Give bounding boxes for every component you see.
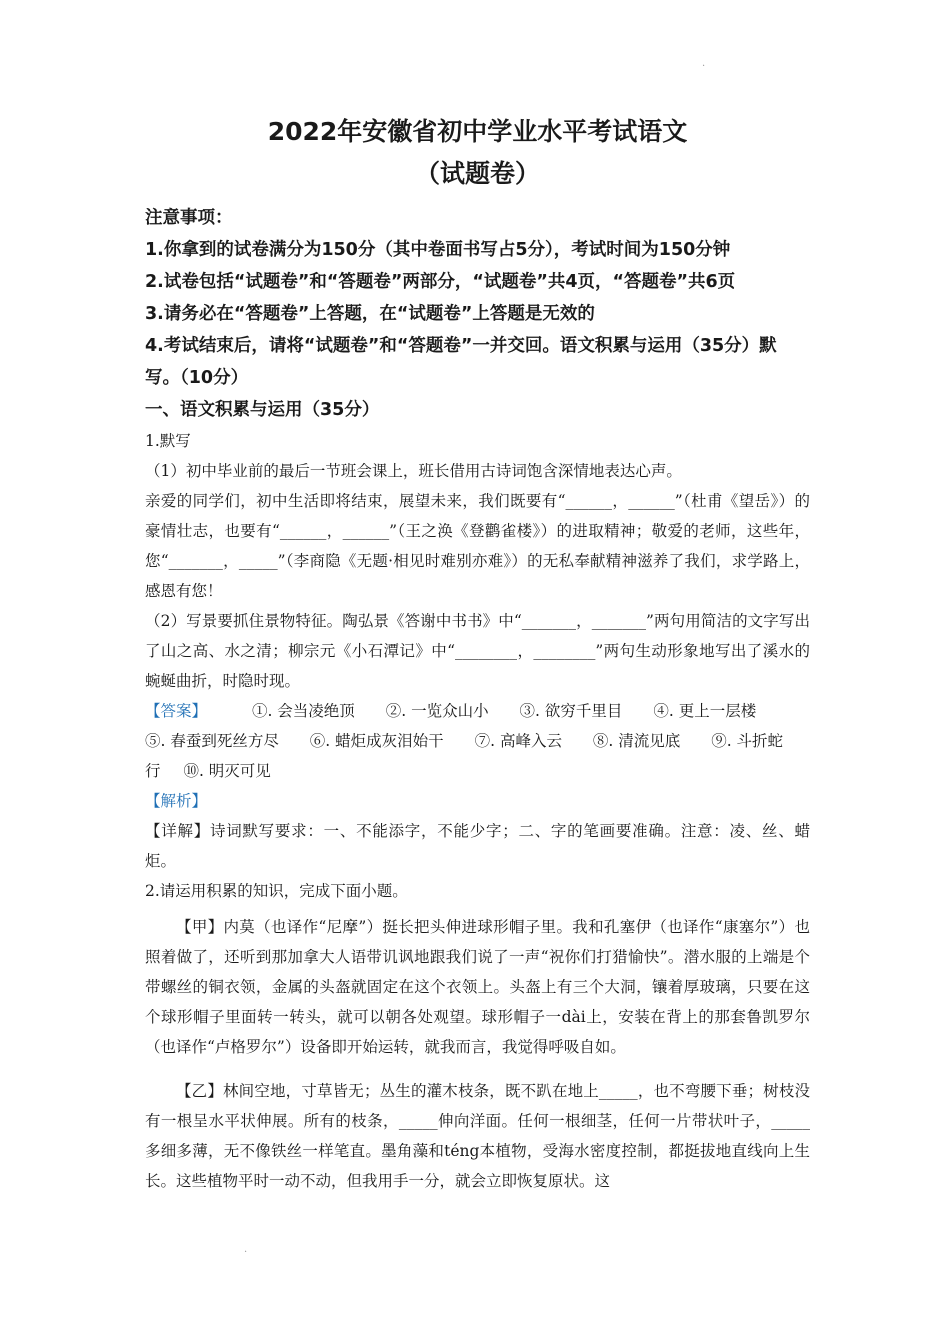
notice-block	[145, 202, 810, 394]
answer-block	[145, 696, 810, 786]
question-2-label: 2.请运用积累的知识，完成下面小题。	[145, 882, 408, 900]
answer-tag: 【答案】	[145, 702, 208, 720]
question-1-part2: （2）写景要抓住景物特征。陶弘景《答谢中书书》中“_______，_______”两句用简洁的文字写出了山之高、水之清；柳宗元《小石潭记》中“________，________”两句生动形象地写出了溪水的蜿蜒曲折，时隐时现。	[145, 612, 810, 690]
answer-item: ④. 更上一层楼	[653, 702, 757, 720]
page-title: 2022年安徽省初中学业水平考试语文	[267, 117, 688, 146]
detail-paragraph	[145, 816, 810, 876]
notice-item-4: 4.考试结束后，请将“试题卷”和“答题卷”一并交回。语文积累与运用（35分）默写。（10分）	[145, 336, 777, 388]
answer-item: ⑥. 蜡炬成灰泪始干	[309, 732, 444, 750]
answer-item: ①. 会当凌绝顶	[251, 702, 355, 720]
answer-item: ⑨. 斗折蛇行	[145, 732, 784, 780]
answer-item: ⑤. 春蚕到死丝方尽	[145, 732, 279, 750]
answer-item: ⑦. 高峰入云	[474, 732, 562, 750]
answer-item: ③. 欲穷千里目	[519, 702, 623, 720]
answer-item: ②. 一览众山小	[385, 702, 489, 720]
detail-text: 诗词默写要求：一、不能添字，不能少字；二、字的笔画要准确。注意：凌、丝、蜡炬。	[145, 822, 810, 870]
question-1-part1-intro: （1）初中毕业前的最后一节班会课上，班长借用古诗词饱含深情地表达心声。	[145, 462, 682, 480]
question-2	[145, 876, 810, 1196]
question-1-label: 1.默写	[145, 432, 191, 450]
corner-dot-top: .	[702, 58, 706, 69]
section-heading: 一、语文积累与运用（35分）	[145, 400, 380, 420]
answer-item: ⑩. 明灭可见	[183, 762, 271, 780]
corner-dot-bottom: .	[244, 1244, 248, 1255]
question-1-part1-body: 亲爱的同学们，初中生活即将结束，展望未来，我们既要有“______，______”（杜甫《望岳》）的豪情壮志，也要有“______，______”（王之涣《登鹳雀楼》）的进取精神；敬爱的老师，这些年，您“_______，_____”（李商隐《无题·相见时难别亦难》）的无私奉献精神滋养了我们，求学路上，感恩有您！	[145, 492, 810, 600]
page-subtitle: （试题卷）	[414, 159, 540, 188]
document-page	[145, 112, 810, 1196]
notice-item-3: 3.请务必在“答题卷”上答题，在“试题卷”上答题是无效的	[145, 304, 595, 324]
passage-jia: 【甲】内莫（也译作“尼摩”）挺长把头伸进球形帽子里。我和孔塞伊（也译作“康塞尔”）也照着做了，还听到那加拿大人语带讥讽地跟我们说了一声“祝你们打猎愉快”。潜水服的上端是个带螺丝的铜衣领，金属的头盔就固定在这个衣领上。头盔上有三个大洞，镶着厚玻璃，只要在这个球形帽子里面转一转头，就可以朝各处观望。球形帽子一dài上，安装在背上的那套鲁凯罗尔（也译作“卢格罗尔”）设备即开始运转，就我而言，我觉得呼吸自如。	[145, 918, 810, 1056]
analysis-tag: 【解析】	[145, 792, 208, 810]
detail-tag: 【详解】	[145, 822, 210, 840]
notice-item-1: 1.你拿到的试卷满分为150分（其中卷面书写占5分），考试时间为150分钟	[145, 240, 731, 260]
passage-yi: 【乙】林间空地，寸草皆无；丛生的灌木枝条，既不趴在地上_____，也不弯腰下垂；树枝没有一根呈水平状伸展。所有的枝条，_____伸向洋面。任何一根细茎，任何一片带状叶子，_____多细多薄，无不像铁丝一样笔直。墨角藻和téng本植物，受海水密度控制，都挺拔地直线向上生长。这些植物平时一动不动，但我用手一分，就会立即恢复原状。这	[145, 1082, 810, 1190]
notice-heading: 注意事项：	[145, 208, 233, 228]
answer-item: ⑧. 清流见底	[592, 732, 681, 750]
notice-item-2: 2.试卷包括“试题卷”和“答题卷”两部分，“试题卷”共4页，“答题卷”共6页	[145, 272, 736, 292]
question-1	[145, 426, 810, 876]
